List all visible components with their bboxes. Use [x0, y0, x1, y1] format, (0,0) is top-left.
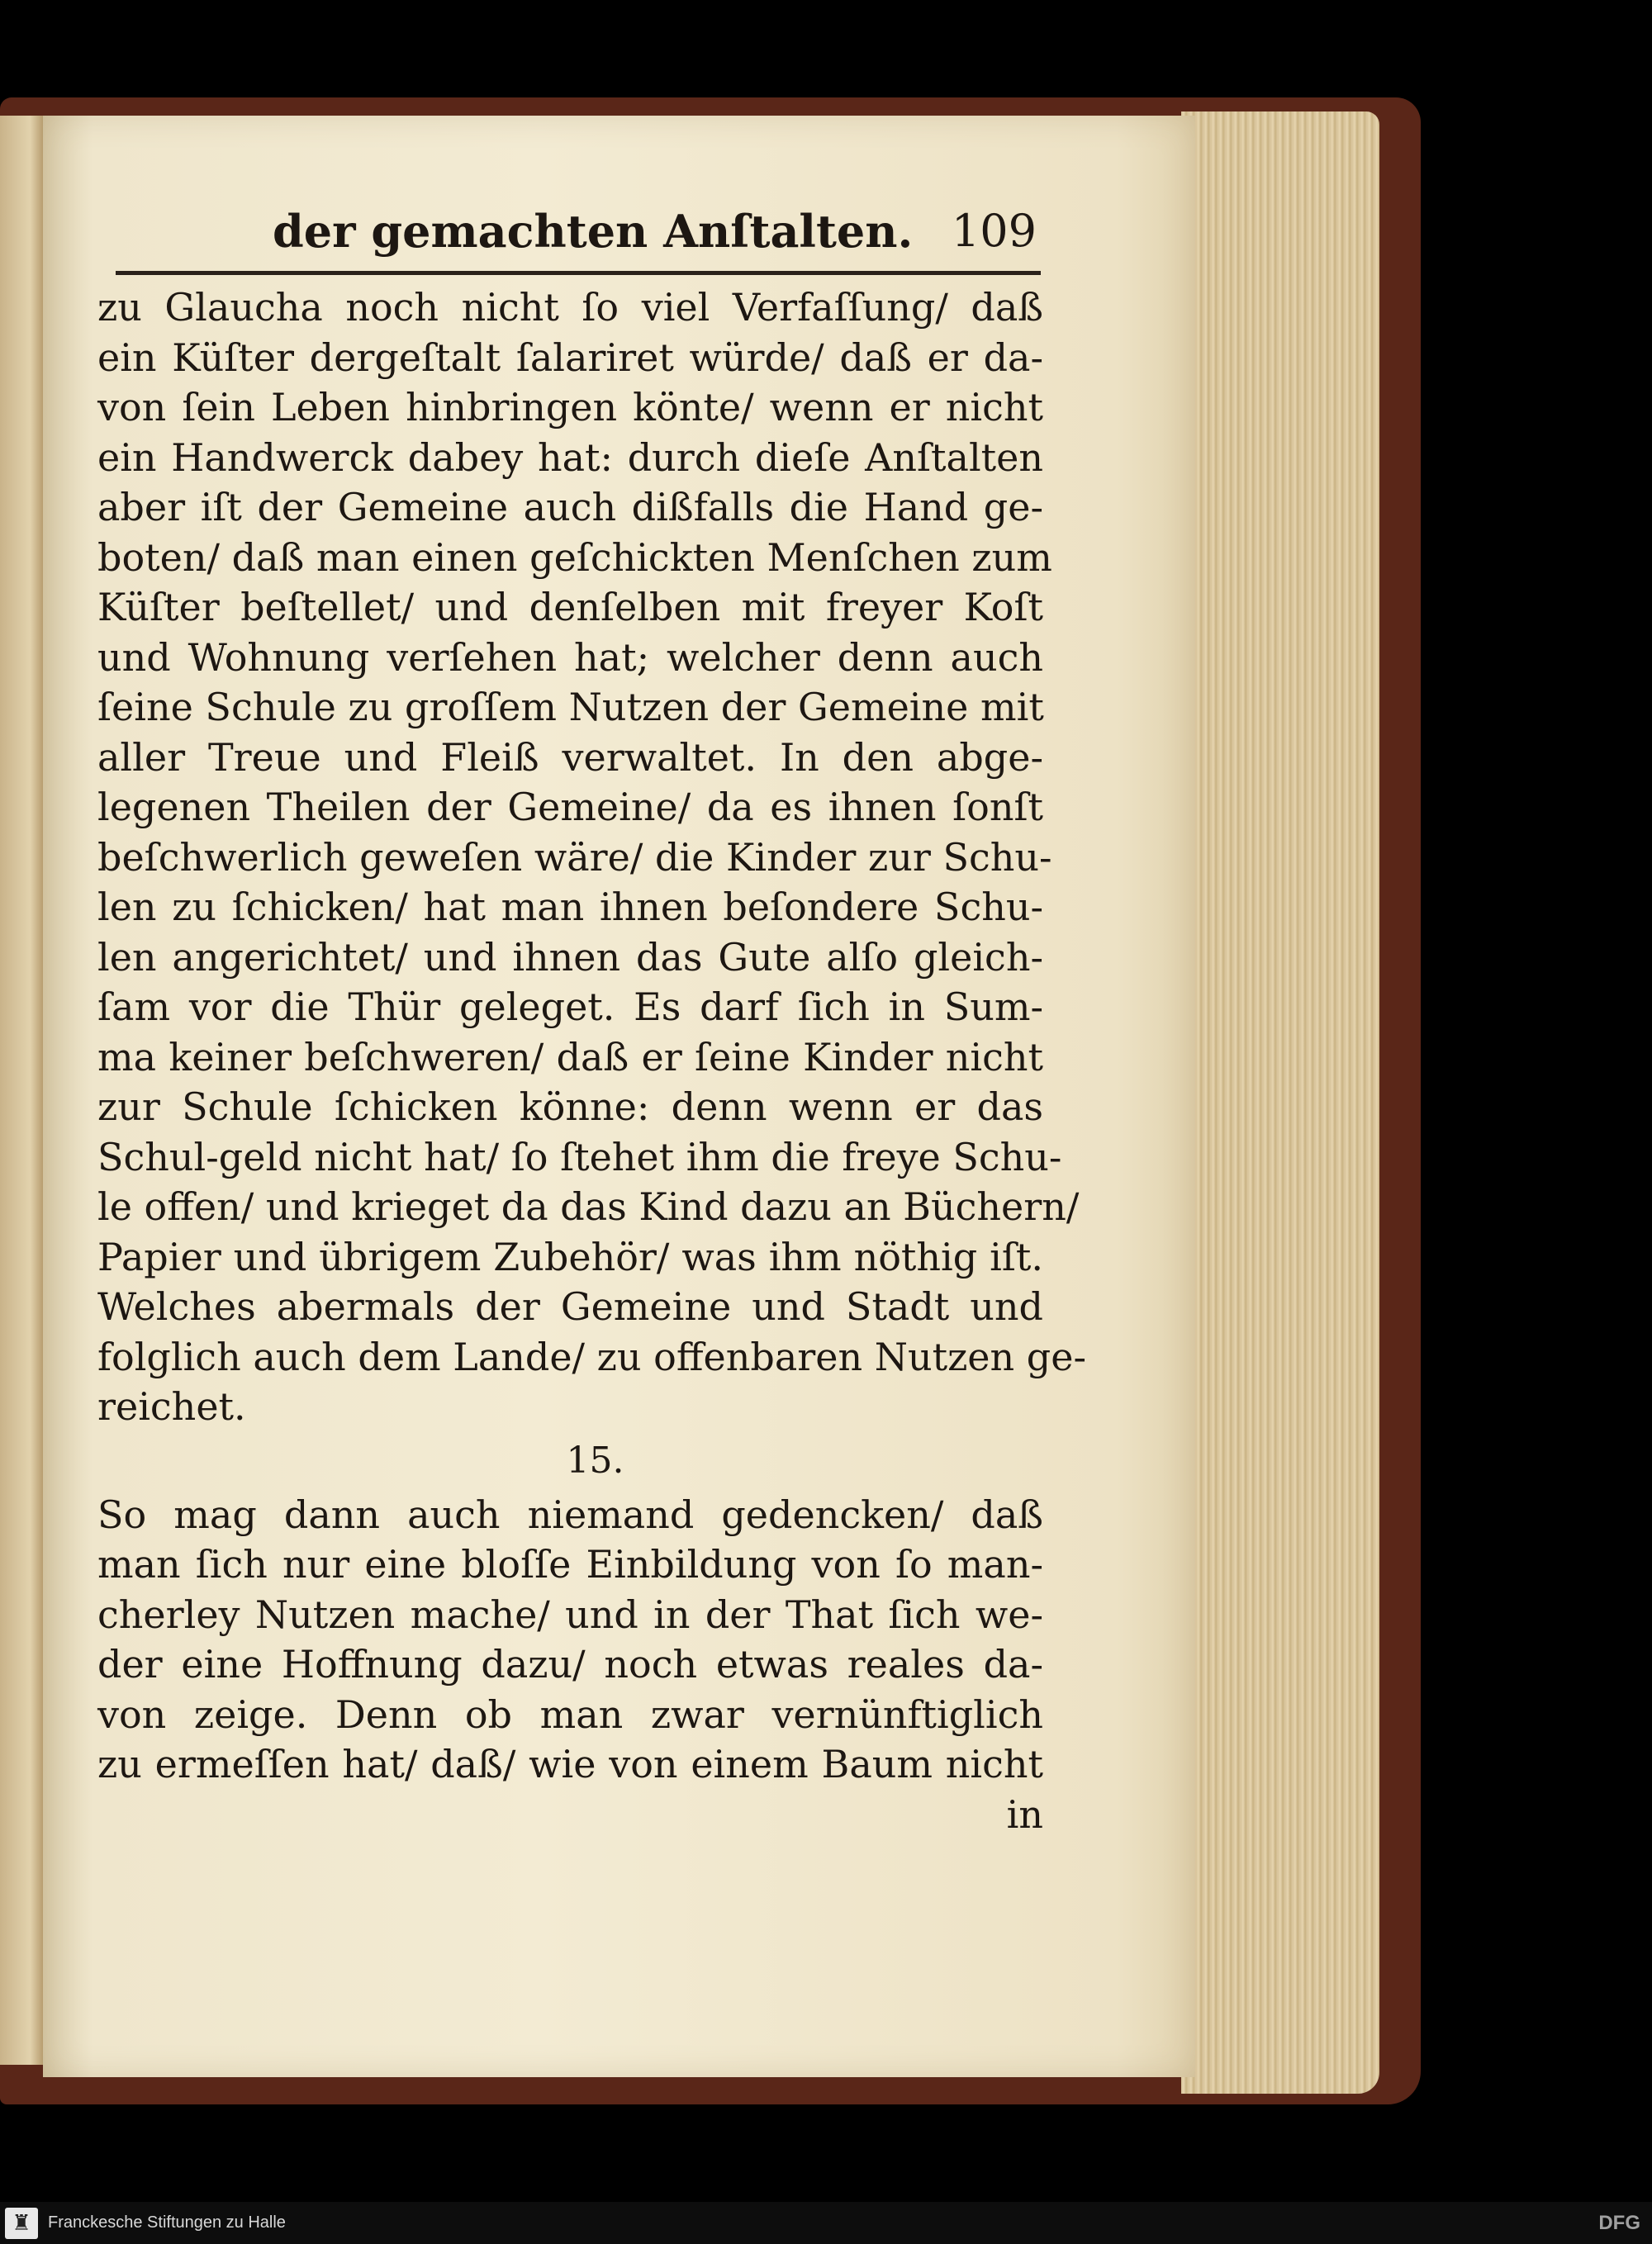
text-line: man ſich nur eine bloſſe Einbildung von ſo man-: [97, 1542, 1043, 1587]
text-line: Küſter beſtellet/ und denſelben mit freyer Koſt: [97, 585, 1043, 629]
body-text: [97, 282, 1086, 1839]
text-line: ma keiner beſchweren/ daß er ſeine Kinder nicht: [97, 1034, 1043, 1079]
page-block-edges: [1181, 111, 1379, 2094]
running-head: [231, 198, 1057, 264]
text-line: der eine Hoffnung dazu/ noch etwas reales da-: [97, 1642, 1043, 1687]
text-line: beſchwerlich geweſen wäre/ die Kinder zur Schu-: [97, 834, 1052, 880]
text-line: aber iſt der Gemeine auch dißfalls die Hand ge-: [97, 485, 1043, 529]
text-line: und Wohnung verſehen hat; welcher denn auch: [97, 634, 1043, 680]
text-line: Papier und übrigem Zubehör/ was ihm nöthig iſt.: [97, 1234, 1043, 1279]
text-line: So mag dann auch niemand gedencken/ daß: [97, 1492, 1043, 1537]
text-line: ein Küſter dergeſtalt ſalariret würde/ daß er da-: [97, 334, 1043, 380]
text-line: aller Treue und Fleiß verwaltet. In den abge-: [97, 734, 1043, 780]
text-line: Welches abermals der Gemeine und Stadt und: [97, 1284, 1043, 1329]
source-credit: Franckesche Stiftungen zu Halle: [48, 2213, 286, 2232]
left-page-edge: [0, 116, 43, 2065]
text-line: le offen/ und krieget da das Kind dazu an Büchern/: [97, 1184, 1080, 1229]
text-line: ein Handwerck dabey hat: durch dieſe Anſtalten: [97, 434, 1043, 480]
catchword: in: [1006, 1791, 1043, 1837]
text-line: len angerichtet/ und ihnen das Gute alſo gleich-: [97, 934, 1043, 980]
text-line: von zeige. Denn ob man zwar vernünftiglich: [97, 1691, 1043, 1737]
text-line: zu Glaucha noch nicht ſo viel Verfaſſung/ daß: [97, 285, 1043, 330]
footer-bar: [0, 2202, 1652, 2244]
text-line: folglich auch dem Lande/ zu offenbaren Nutzen ge-: [97, 1334, 1086, 1379]
text-line: ſeine Schule zu groſſem Nutzen der Gemeine mit: [97, 685, 1044, 729]
institution-logo-icon: ♜: [5, 2208, 38, 2239]
page-number: 109: [951, 205, 1037, 257]
running-head-title: der gemachten Anſtalten.: [273, 205, 914, 258]
text-line: len zu ſchicken/ hat man ihnen beſondere Schu-: [97, 885, 1043, 929]
text-line: von ſein Leben hinbringen könte/ wenn er nicht: [97, 385, 1043, 429]
text-line: Schul-geld nicht hat/ ſo ſtehet ihm die freye Schu-: [97, 1134, 1062, 1179]
text-line: legenen Theilen der Gemeine/ da es ihnen ſonſt: [97, 785, 1043, 829]
text-line: reichet.: [97, 1384, 246, 1429]
dfg-badge: DFG: [1598, 2212, 1640, 2234]
text-line: ſam vor die Thür geleget. Es darf ſich in Sum-: [97, 984, 1043, 1029]
header-rule: [116, 271, 1041, 275]
text-line: cherley Nutzen mache/ und in der That ſich we-: [97, 1592, 1043, 1637]
section-number: 15.: [566, 1439, 624, 1482]
text-line: zur Schule ſchicken könne: denn wenn er das: [97, 1084, 1043, 1129]
text-line: zu ermeſſen hat/ daß/ wie von einem Baum nicht: [97, 1742, 1043, 1786]
text-line: boten/ daß man einen geſchickten Menſchen zum: [97, 534, 1052, 580]
